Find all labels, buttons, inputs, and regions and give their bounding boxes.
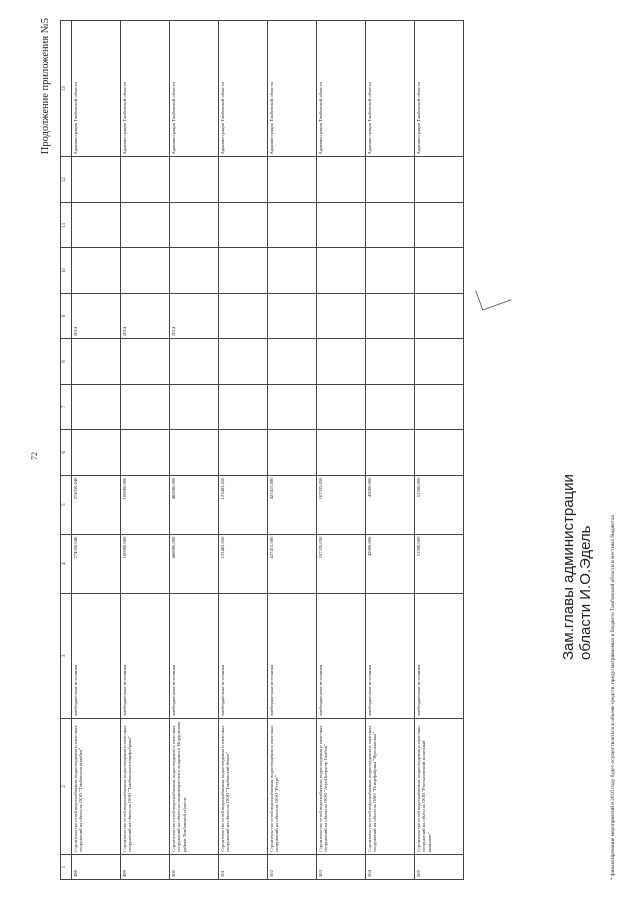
row-col-10 — [121, 248, 170, 293]
row-col-6 — [268, 430, 317, 475]
row-col-6 — [72, 430, 121, 475]
row-source: внебюджетные источники — [121, 593, 170, 718]
signature-block — [560, 460, 594, 660]
table-row — [268, 21, 317, 880]
row-organization: Администрация Тамбовской области — [415, 21, 464, 157]
row-number: 498 — [72, 855, 121, 880]
row-col-8 — [121, 339, 170, 384]
row-amount-offbudget: 486986,000 — [170, 475, 219, 534]
row-col-10 — [170, 248, 219, 293]
row-name: Строительство сетей водоснабжения, водоотведения и очистных сооружений на объектах ОАО "Птицефабрика "Ярославская" — [366, 718, 415, 854]
row-organization: Администрация Тамбовской области — [121, 21, 170, 157]
row-name: Строительство сетей водоснабжения, водоотведения и очистных сооружений на объектах ООО "Тамбовский бекон" — [219, 718, 268, 854]
col-header: 8 — [61, 339, 72, 384]
row-col-12 — [219, 157, 268, 202]
row-amount-total: 100000,000 — [121, 534, 170, 593]
row-name: Строительство сетей водоснабжения, водоотведения и очистных сооружений на объектах свиноводческого холдинга в Мордовском районе Тамбовской области — [170, 718, 219, 854]
row-col-8 — [317, 339, 366, 384]
row-year: 2014 — [72, 293, 121, 338]
col-header: 6 — [61, 430, 72, 475]
signature-line-2: области И.О.Эдель — [577, 525, 594, 660]
row-col-12 — [170, 157, 219, 202]
row-col-12 — [268, 157, 317, 202]
row-amount-offbudget: 42000,000 — [366, 475, 415, 534]
row-col-12 — [317, 157, 366, 202]
row-organization: Администрация Тамбовской области — [366, 21, 415, 157]
table-row — [366, 21, 415, 880]
row-col-12 — [415, 157, 464, 202]
signature-line-1: Зам.главы администрации — [560, 474, 577, 660]
row-source: внебюджетные источники — [317, 593, 366, 718]
row-col-6 — [366, 430, 415, 475]
row-col-6 — [170, 430, 219, 475]
col-header: 9 — [61, 293, 72, 338]
row-source: внебюджетные источники — [72, 593, 121, 718]
table-row — [121, 21, 170, 880]
row-col-7 — [121, 384, 170, 429]
row-col-8 — [268, 339, 317, 384]
row-year — [268, 293, 317, 338]
row-name: Строительство сетей водоснабжения, водоотведения и очистных сооружений на объектах ООО "Тамбовская птицефабрика" — [121, 718, 170, 854]
row-source: внебюджетные источники — [415, 593, 464, 718]
row-col-11 — [317, 202, 366, 247]
row-source: внебюджетные источники — [366, 593, 415, 718]
table-row — [219, 21, 268, 880]
row-organization: Администрация Тамбовской области — [170, 21, 219, 157]
row-organization: Администрация Тамбовской области — [72, 21, 121, 157]
row-organization: Администрация Тамбовской области — [268, 21, 317, 157]
row-col-11 — [121, 202, 170, 247]
row-col-7 — [72, 384, 121, 429]
row-number: 504 — [366, 855, 415, 880]
row-col-10 — [72, 248, 121, 293]
row-col-8 — [72, 339, 121, 384]
footnote: * финансирование мероприятий в 2016 году будет осуществляться в объеме средств, предусматриваемых в бюджете Тамбовской области и местных бюджетах — [610, 514, 616, 880]
row-amount-offbudget: 51500,000 — [415, 475, 464, 534]
row-col-12 — [72, 157, 121, 202]
page-number: 72 — [30, 452, 39, 460]
row-col-10 — [415, 248, 464, 293]
row-number: 499 — [121, 855, 170, 880]
col-header: 13 — [61, 21, 72, 157]
row-source: внебюджетные источники — [170, 593, 219, 718]
row-amount-total: 274350,040 — [72, 534, 121, 593]
row-col-10 — [219, 248, 268, 293]
row-col-8 — [219, 339, 268, 384]
row-name: Строительство сетей водоснабжения, водоотведения и очистных сооружений на объектах ООО "Тамбовская индейка" — [72, 718, 121, 854]
row-col-11 — [170, 202, 219, 247]
row-col-11 — [219, 202, 268, 247]
row-col-7 — [415, 384, 464, 429]
row-col-6 — [121, 430, 170, 475]
col-header: 3 — [61, 593, 72, 718]
row-col-12 — [366, 157, 415, 202]
table-row — [170, 21, 219, 880]
col-header: 5 — [61, 475, 72, 534]
row-col-10 — [366, 248, 415, 293]
col-header: 2 — [61, 718, 72, 854]
row-number: 505 — [415, 855, 464, 880]
row-col-6 — [415, 430, 464, 475]
row-amount-total: 107335,050 — [317, 534, 366, 593]
table-row — [317, 21, 366, 880]
row-name: Строительство сетей водоснабжения, водоотведения и очистных сооружений на объектах ООО "Ресурс" — [268, 718, 317, 854]
row-amount-total: 486986,000 — [170, 534, 219, 593]
row-col-11 — [366, 202, 415, 247]
row-col-7 — [317, 384, 366, 429]
col-header: 7 — [61, 384, 72, 429]
row-amount-offbudget: 427415,080 — [268, 475, 317, 534]
row-amount-offbudget: 274350,040 — [72, 475, 121, 534]
row-col-11 — [268, 202, 317, 247]
register-table — [60, 20, 464, 880]
col-header: 10 — [61, 248, 72, 293]
row-organization: Администрация Тамбовской области — [317, 21, 366, 157]
row-organization: Администрация Тамбовской области — [219, 21, 268, 157]
row-name: Строительство сетей водоснабжения, водоотведения и очистных сооружений на объектах ООО "Рассказовский молочный комплекс" — [415, 718, 464, 854]
table-row — [415, 21, 464, 880]
row-number: 500 — [170, 855, 219, 880]
row-amount-offbudget: 123483,650 — [219, 475, 268, 534]
row-col-7 — [219, 384, 268, 429]
row-amount-total: 42000,000 — [366, 534, 415, 593]
row-year: 2014 — [170, 293, 219, 338]
row-year: 2014 — [121, 293, 170, 338]
row-number: 501 — [219, 855, 268, 880]
row-col-10 — [268, 248, 317, 293]
table-row — [72, 21, 121, 880]
col-header: 11 — [61, 202, 72, 247]
row-col-6 — [317, 430, 366, 475]
row-source: внебюджетные источники — [268, 593, 317, 718]
row-col-10 — [317, 248, 366, 293]
row-name: Строительство сетей водоснабжения, водоотведения и очистных сооружений на объектах ООО "АгроОператор Тамбов" — [317, 718, 366, 854]
row-amount-offbudget: 107335,050 — [317, 475, 366, 534]
col-header: 1 — [61, 855, 72, 880]
row-col-6 — [219, 430, 268, 475]
row-year — [317, 293, 366, 338]
row-year — [415, 293, 464, 338]
row-col-8 — [366, 339, 415, 384]
row-amount-total: 123483,650 — [219, 534, 268, 593]
row-col-8 — [415, 339, 464, 384]
row-col-11 — [415, 202, 464, 247]
row-col-7 — [268, 384, 317, 429]
row-col-11 — [72, 202, 121, 247]
row-amount-offbudget: 100000,000 — [121, 475, 170, 534]
col-header: 12 — [61, 157, 72, 202]
row-amount-total: 427415,080 — [268, 534, 317, 593]
row-source: внебюджетные источники — [219, 593, 268, 718]
row-number: 502 — [268, 855, 317, 880]
row-col-7 — [366, 384, 415, 429]
row-amount-total: 51500,000 — [415, 534, 464, 593]
row-number: 503 — [317, 855, 366, 880]
row-col-12 — [121, 157, 170, 202]
header-row — [61, 21, 72, 880]
col-header: 4 — [61, 534, 72, 593]
row-year — [366, 293, 415, 338]
row-col-7 — [170, 384, 219, 429]
appendix-title: Продолжение приложения №5 — [40, 18, 51, 155]
row-col-8 — [170, 339, 219, 384]
row-year — [219, 293, 268, 338]
